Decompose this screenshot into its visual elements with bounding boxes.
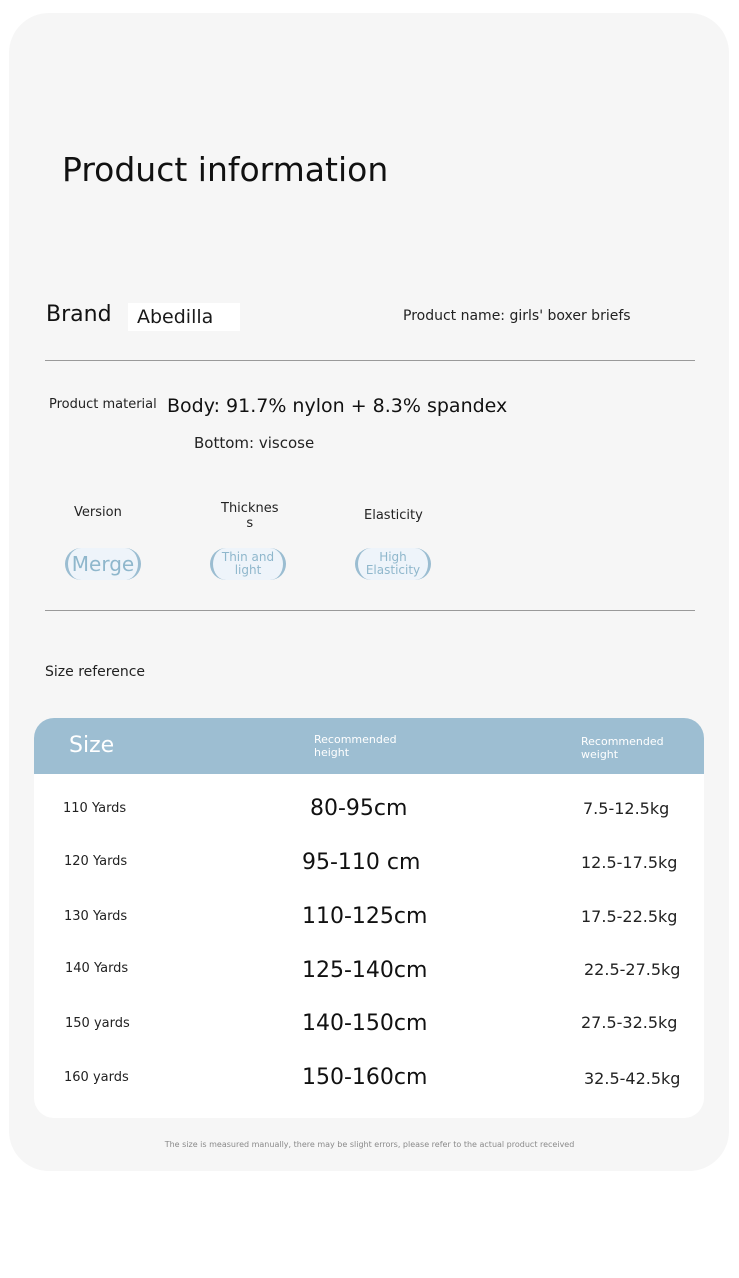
version-label: Version — [74, 505, 122, 520]
product-name: Product name: girls' boxer briefs — [403, 308, 631, 324]
header-height — [314, 733, 397, 759]
row-size: 130 Yards — [64, 909, 128, 924]
row-height: 80-95cm — [310, 796, 408, 821]
elasticity-value-line2: Elasticity — [365, 563, 421, 577]
elasticity-label: Elasticity — [364, 508, 423, 523]
elasticity-badge — [355, 548, 431, 580]
row-weight: 32.5-42.5kg — [584, 1069, 681, 1088]
row-weight: 7.5-12.5kg — [583, 799, 670, 818]
thickness-value-line1: Thin and — [221, 550, 275, 564]
header-height-line1: Recommended — [314, 733, 397, 746]
size-table — [34, 718, 704, 1118]
header-height-line2: height — [314, 746, 350, 759]
header-weight — [581, 735, 664, 761]
row-height: 125-140cm — [302, 958, 428, 983]
header-size: Size — [69, 733, 115, 758]
row-height: 110-125cm — [302, 904, 428, 929]
size-table-header — [34, 718, 704, 774]
brand-label: Brand — [46, 302, 112, 327]
divider — [45, 610, 695, 611]
row-height: 150-160cm — [302, 1065, 428, 1090]
size-reference-heading: Size reference — [45, 664, 146, 680]
row-height: 140-150cm — [302, 1011, 428, 1036]
row-size: 110 Yards — [63, 801, 127, 816]
divider — [45, 360, 695, 361]
row-size: 150 yards — [65, 1016, 130, 1031]
material-body: Body: 91.7% nylon + 8.3% spandex — [167, 395, 508, 417]
version-value: Merge — [71, 552, 135, 576]
header-weight-line1: Recommended — [581, 735, 664, 748]
material-label: Product material — [49, 397, 157, 412]
elasticity-value-line1: High — [379, 550, 407, 564]
thickness-label-line1: Thicknes — [221, 501, 279, 516]
thickness-badge — [210, 548, 286, 580]
thickness-value-line2: light — [234, 563, 262, 577]
header-weight-line2: weight — [581, 748, 619, 761]
material-bottom: Bottom: viscose — [194, 434, 315, 452]
row-weight: 22.5-27.5kg — [584, 960, 681, 979]
thickness-label-line2: s — [246, 516, 254, 531]
row-size: 140 Yards — [65, 961, 129, 976]
row-weight: 27.5-32.5kg — [581, 1013, 678, 1032]
row-weight: 17.5-22.5kg — [581, 907, 678, 926]
brand-value: Abedilla — [128, 303, 240, 331]
row-size: 120 Yards — [64, 854, 128, 869]
thickness-label — [221, 501, 278, 531]
version-badge — [65, 548, 141, 580]
page-title: Product information — [62, 150, 389, 189]
row-weight: 12.5-17.5kg — [581, 853, 678, 872]
size-footnote: The size is measured manually, there may be slight errors, please refer to the actual product received — [164, 1140, 575, 1149]
row-size: 160 yards — [64, 1070, 129, 1085]
row-height: 95-110 cm — [302, 850, 421, 875]
